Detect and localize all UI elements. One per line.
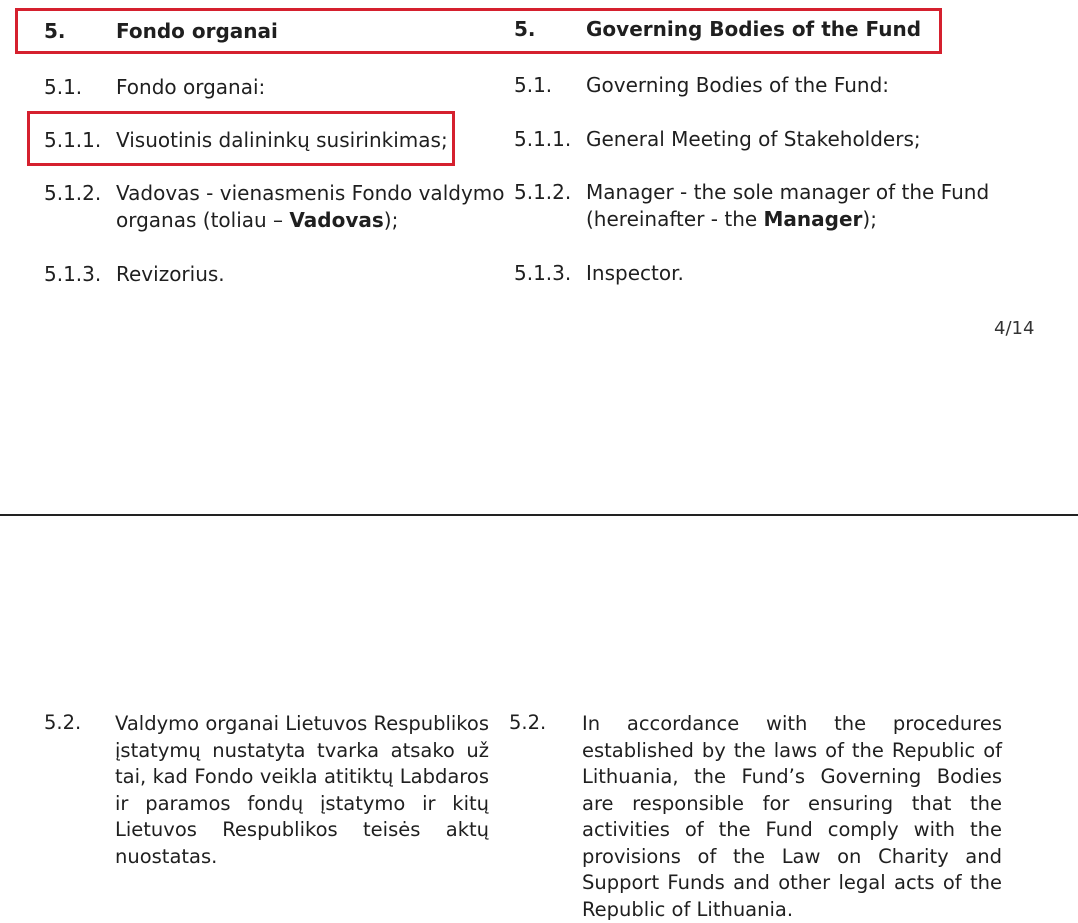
right-item-5-1-1-number: 5.1.1. bbox=[514, 127, 572, 151]
left-item-5-1-2-line1: Vadovas - vienasmenis Fondo valdymo bbox=[116, 181, 505, 205]
right-item-5-1-2-line1: Manager - the sole manager of the Fund bbox=[586, 180, 990, 204]
left-item-5-1-1-number: 5.1.1. bbox=[44, 128, 102, 152]
left-item-5-1-2-number: 5.1.2. bbox=[44, 181, 102, 205]
right-item-5-1-2-line2-pre: (hereinafter - the bbox=[586, 207, 764, 231]
right-item-5-1-number: 5.1. bbox=[514, 73, 553, 97]
right-item-5-1-3-text: Inspector. bbox=[586, 261, 684, 285]
left-item-5-1-3-number: 5.1.3. bbox=[44, 262, 102, 286]
left-heading-number: 5. bbox=[44, 19, 66, 43]
right-item-5-1-2-line2-post: ); bbox=[862, 207, 877, 231]
right-item-5-1-text: Governing Bodies of the Fund: bbox=[586, 73, 890, 97]
left-item-5-1-2-line2-post: ); bbox=[383, 208, 399, 232]
right-item-5-1-2-defined-term: Manager bbox=[763, 207, 863, 231]
left-item-5-1-2-defined-term: Vadovas bbox=[289, 208, 384, 232]
left-item-5-1-text: Fondo organai: bbox=[116, 75, 266, 99]
left-item-5-1-number: 5.1. bbox=[44, 75, 83, 99]
left-heading-title: Fondo organai bbox=[116, 19, 278, 43]
right-heading-number: 5. bbox=[514, 17, 536, 41]
right-item-5-1-1-text: General Meeting of Stakeholders; bbox=[586, 127, 921, 151]
right-item-5-1-2-line2 bbox=[586, 207, 877, 231]
right-item-5-1-2-number: 5.1.2. bbox=[514, 180, 572, 204]
right-para-5-2-number: 5.2. bbox=[509, 711, 547, 734]
right-para-5-2-text: In accordance with the procedures established by the laws of the Republic of Lithuania, the Fund’s Governing Bodies are responsible for ensuring that the activities of the Fund comply with the provisions of the Law on Charity and Support Funds and other legal acts of the Republic of Lithuania. bbox=[582, 712, 1002, 921]
left-para-5-2-number: 5.2. bbox=[44, 711, 82, 734]
left-item-5-1-3-text: Revizorius. bbox=[116, 262, 225, 286]
right-item-5-1-3-number: 5.1.3. bbox=[514, 261, 572, 285]
left-item-5-1-1-text: Visuotinis dalininkų susirinkimas; bbox=[116, 128, 448, 152]
right-heading-title: Governing Bodies of the Fund bbox=[586, 17, 922, 41]
left-item-5-1-2-line2-pre: organas (toliau – bbox=[116, 208, 290, 232]
left-item-5-1-2-line2 bbox=[116, 208, 398, 232]
left-para-5-2-text: Valdymo organai Lietuvos Respublikos įstatymų nustatyta tvarka atsako už tai, kad Fondo veikla atitiktų Labdaros ir paramos fondų įstatymo ir kitų Lietuvos Respublikos teisės aktų nuostatas. bbox=[115, 712, 489, 868]
page-number: 4/14 bbox=[994, 318, 1035, 339]
page-divider bbox=[0, 514, 1078, 516]
